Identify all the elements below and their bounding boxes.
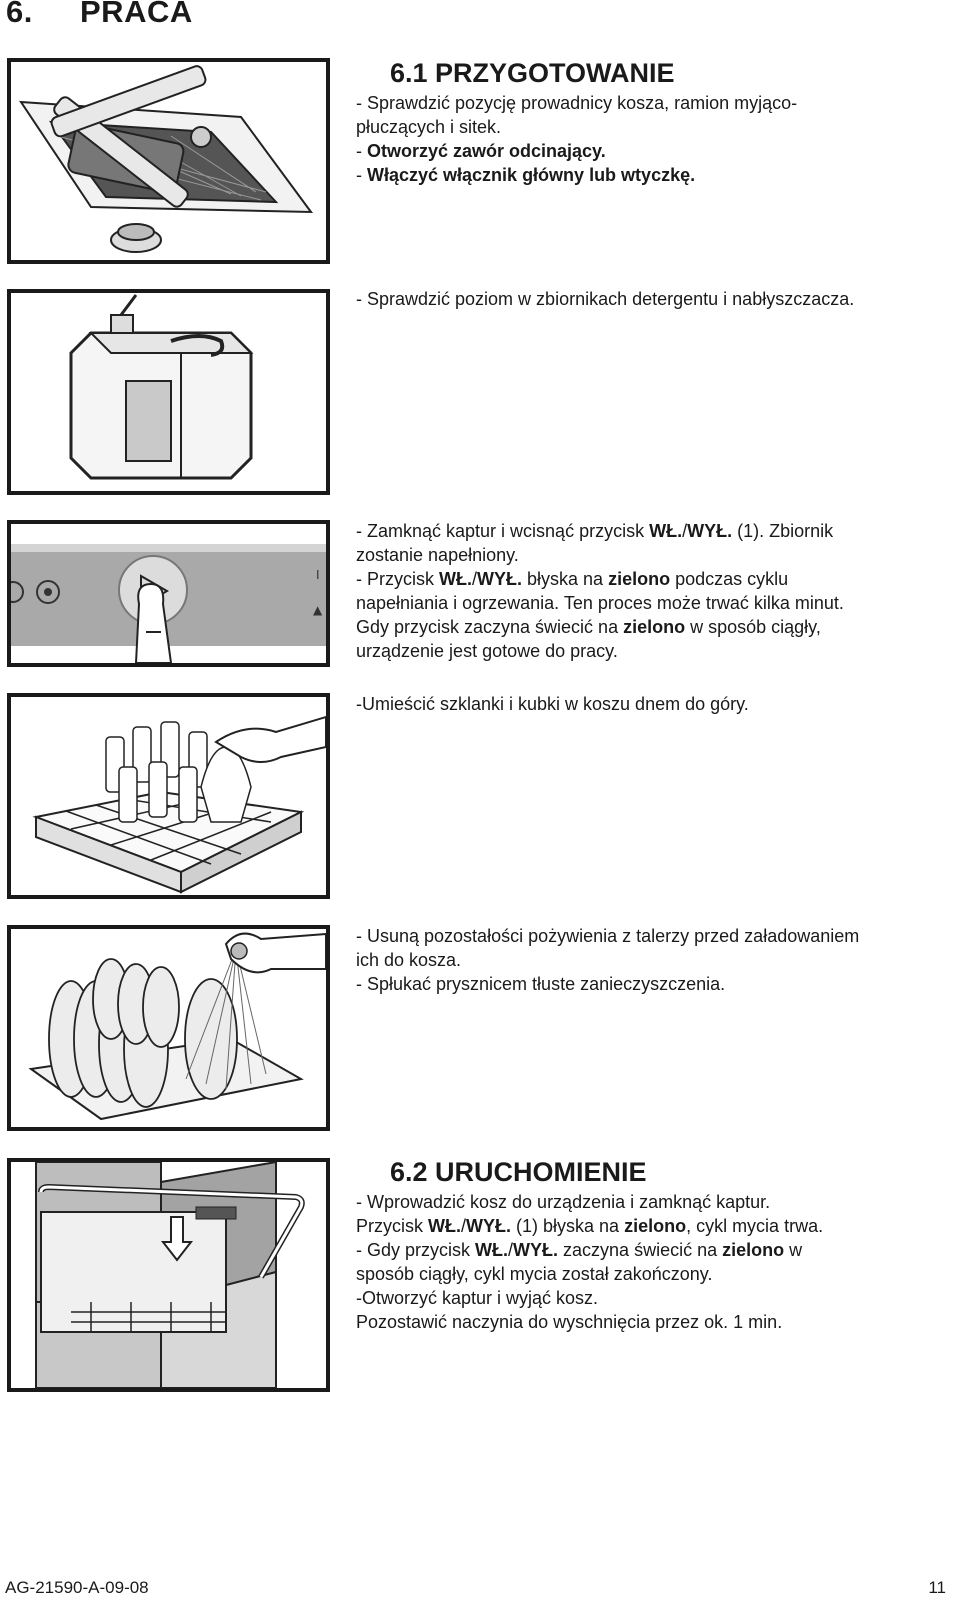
document-code: AG-21590-A-09-08 [5, 1578, 149, 1597]
text-line: napełniania i ogrzewania. Ten proces może trwać kilka minut. [356, 593, 844, 613]
text-line: - Sprawdzić poziom w zbiornikach detergentu i nabłyszczacza. [356, 289, 855, 309]
text-line: - Przycisk WŁ./WYŁ. błyska na zielono podczas cyklu [356, 569, 789, 589]
text-line: - Otworzyć zawór odcinający. [356, 141, 606, 161]
svg-text:▲: ▲ [313, 603, 323, 617]
text-line: - Włączyć włącznik główny lub wtyczkę. [356, 165, 696, 185]
bold-text: Włączyć włącznik główny lub wtyczkę. [367, 165, 696, 185]
plate-rack-rinsing-illustration [7, 925, 330, 1131]
chapter-title: PRACA [80, 0, 193, 29]
preparation-text-block-4 [356, 692, 946, 716]
preparation-text-block-2 [356, 287, 946, 311]
page-number: 11 [928, 1578, 946, 1597]
text-line: Pozostawić naczynia do wyschnięcia przez ok. 1 min. [356, 1312, 783, 1332]
text-line: Przycisk WŁ./WYŁ. (1) błyska na zielono, cykl mycia trwa. [356, 1216, 824, 1236]
preparation-text-block-3 [356, 519, 946, 663]
svg-text:I: I [316, 568, 320, 582]
text-line: płuczących i sitek. [356, 117, 502, 137]
hood-dishwasher-illustration [7, 1158, 330, 1392]
text-line: sposób ciągły, cykl mycia został zakończony. [356, 1264, 713, 1284]
control-panel-button-press-illustration [7, 520, 330, 667]
chapter-number: 6. [6, 0, 33, 29]
text-line: - Gdy przycisk WŁ./WYŁ. zaczyna świecić na zielono w [356, 1240, 803, 1260]
detergent-canister-illustration [7, 289, 330, 495]
text-line: - Spłukać prysznicem tłuste zanieczyszczenia. [356, 974, 726, 994]
text-line: - Usuną pozostałości pożywienia z talerzy przed załadowaniem [356, 926, 860, 946]
text-line: - Wprowadzić kosz do urządzenia i zamknąć kaptur. [356, 1192, 771, 1212]
text-line: - Sprawdzić pozycję prowadnicy kosza, ramion myjąco- [356, 93, 798, 113]
preparation-text-block-5 [356, 924, 946, 996]
section-title-preparation: 6.1 PRZYGOTOWANIE [390, 58, 675, 88]
preparation-text-block-1 [356, 91, 946, 187]
text-line: urządzenie jest gotowe do pracy. [356, 641, 618, 661]
text-line: -Otworzyć kaptur i wyjąć kosz. [356, 1288, 599, 1308]
wash-arm-and-filter-illustration [7, 58, 330, 264]
text-line: - Zamknąć kaptur i wcisnąć przycisk WŁ./WYŁ. (1). Zbiornik [356, 521, 834, 541]
text-line: ich do kosza. [356, 950, 462, 970]
chapter-heading [6, 0, 193, 30]
text-line: -Umieścić szklanki i kubki w koszu dnem do góry. [356, 694, 749, 714]
text-line: Gdy przycisk zaczyna świecić na zielono w sposób ciągły, [356, 617, 821, 637]
glass-rack-loading-illustration [7, 693, 330, 899]
startup-text-block [356, 1190, 946, 1334]
text-line: zostanie napełniony. [356, 545, 519, 565]
bold-text: Otworzyć zawór odcinający. [367, 141, 606, 161]
section-title-startup: 6.2 URUCHOMIENIE [390, 1157, 647, 1187]
